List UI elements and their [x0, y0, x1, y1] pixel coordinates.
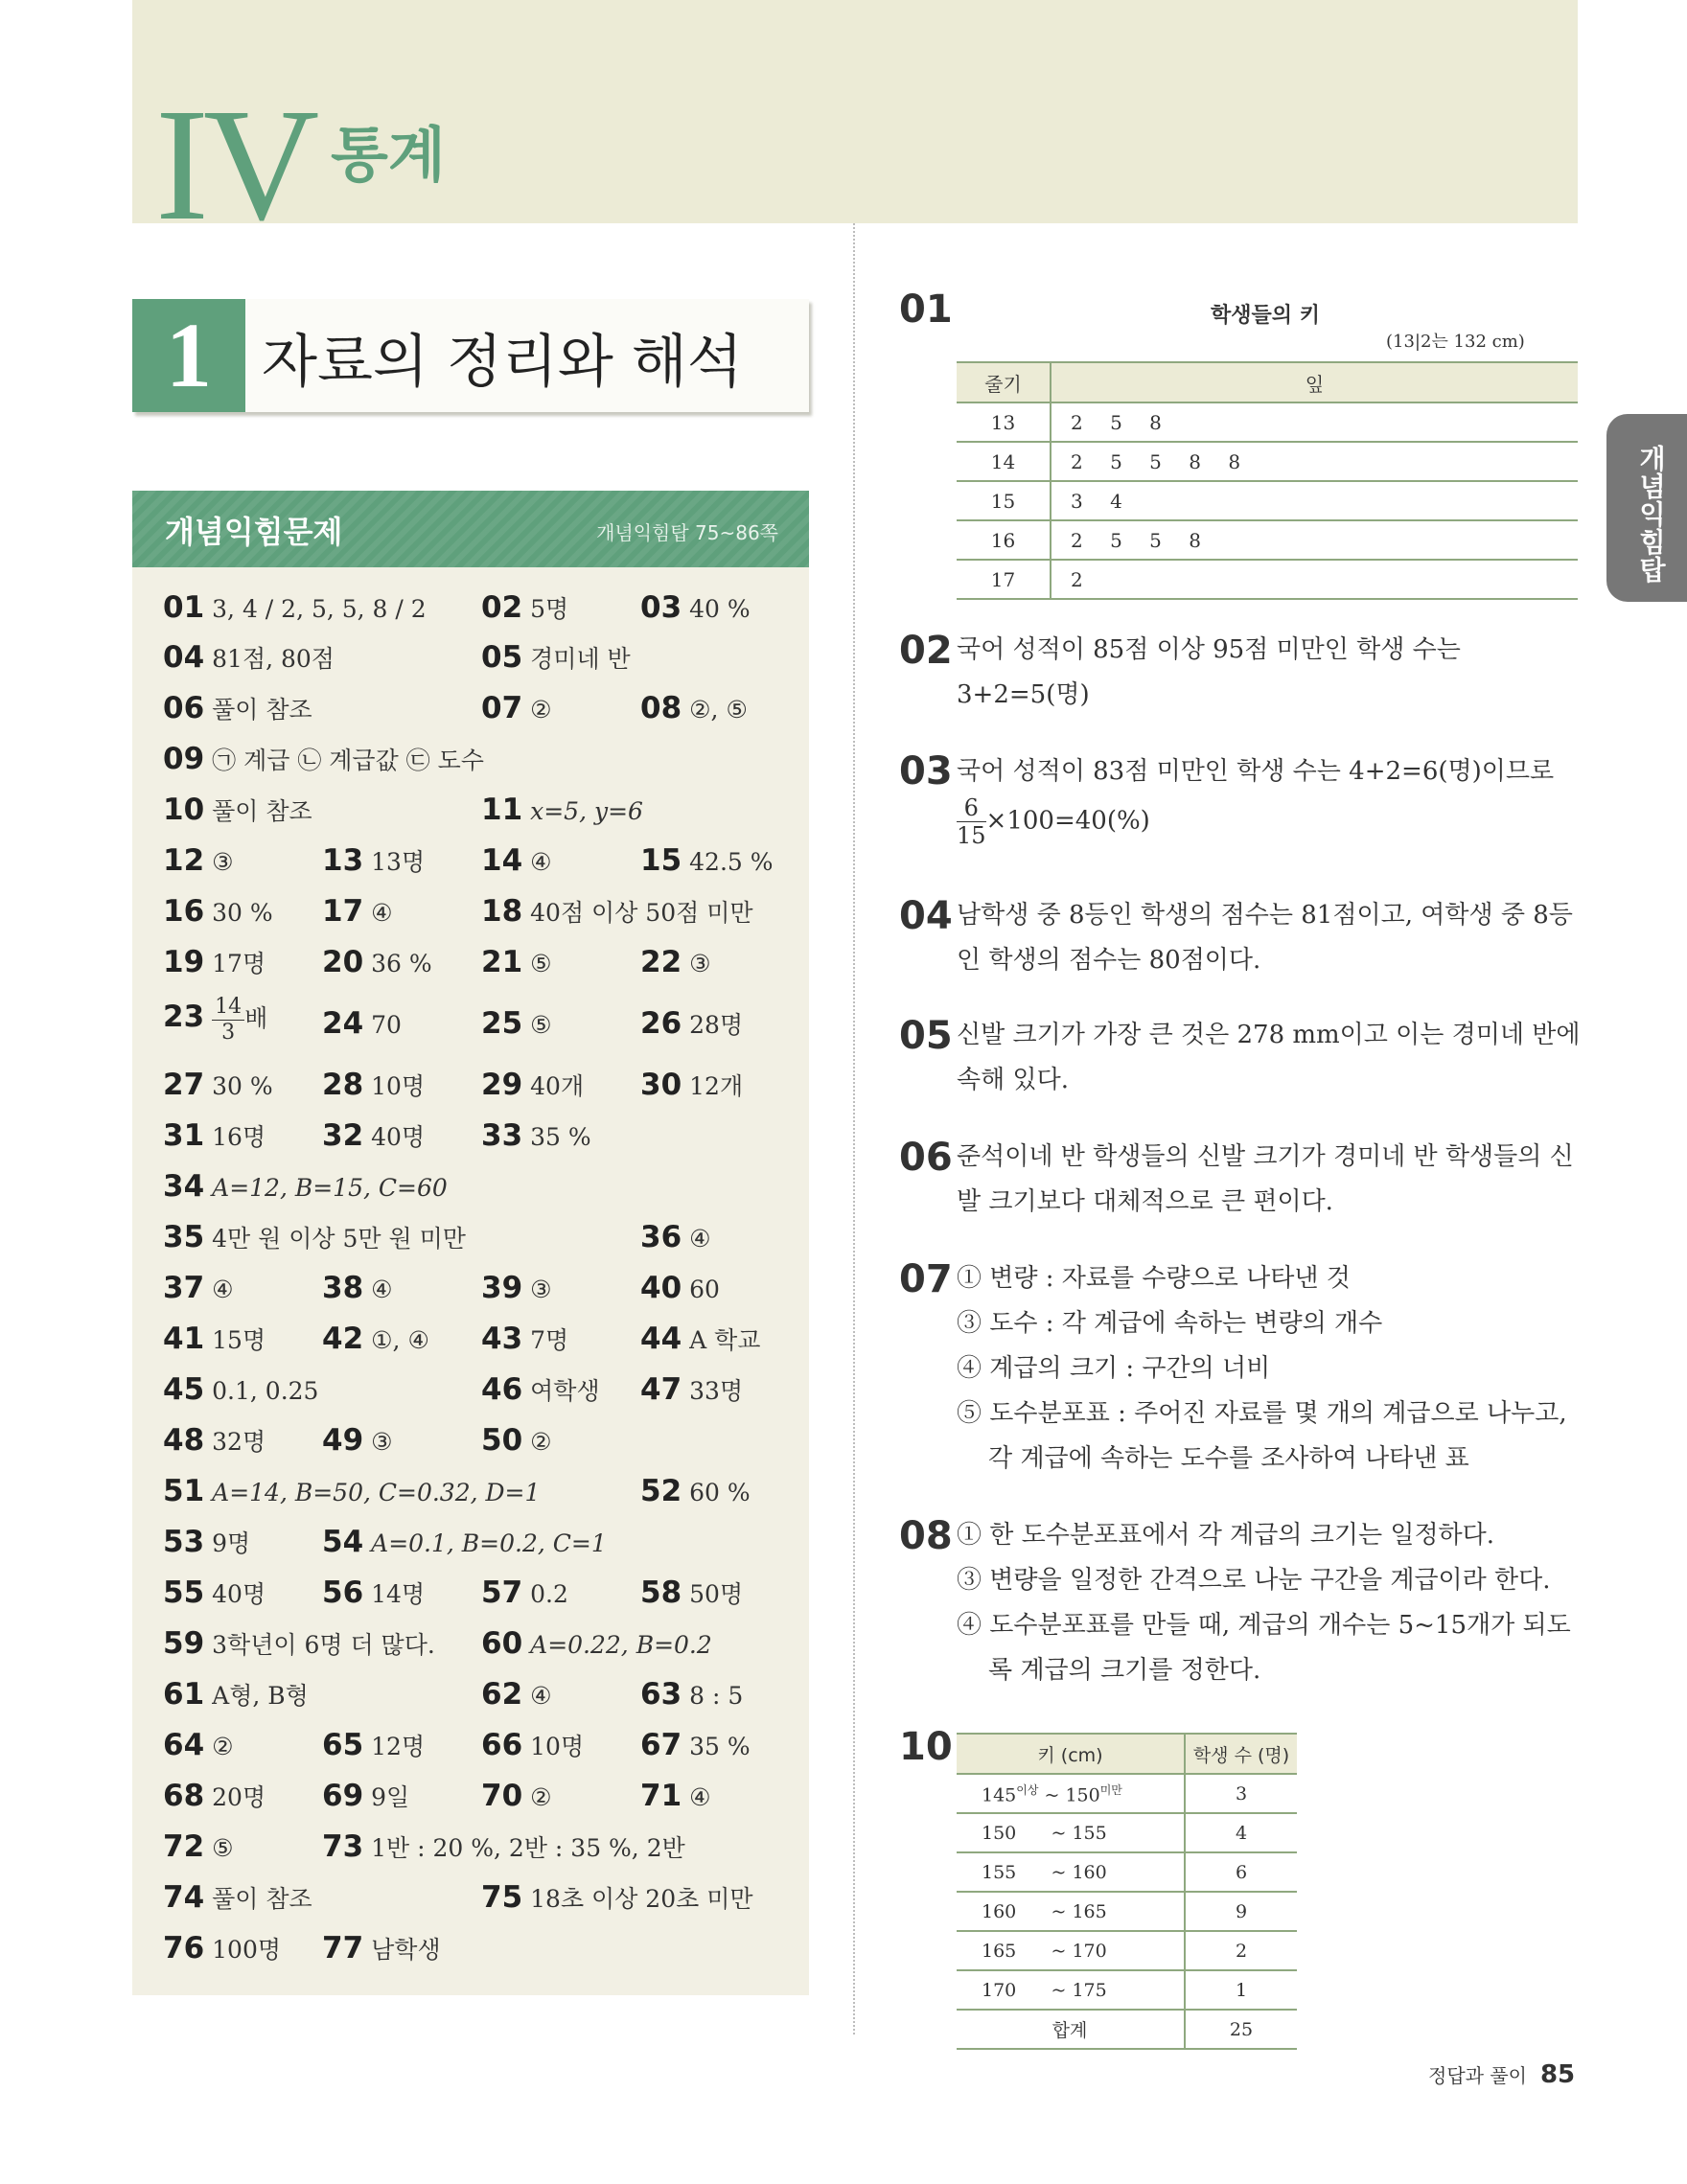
answer-item: 05 경미네 반	[481, 640, 631, 675]
solution-text: 국어 성적이 83점 미만인 학생 수는 4+2=6(명)이므로 $\frac{6}{15}$ ×100=40(%)	[957, 757, 1555, 849]
answer-item: 58 50명	[640, 1575, 744, 1610]
answer-item: 17 ④	[322, 894, 393, 929]
table-row	[957, 560, 1578, 599]
answer-item: 36 ④	[640, 1220, 711, 1254]
leaf-cell: 2	[1051, 560, 1578, 599]
leaf-cell: 2 5 5 8	[1051, 520, 1578, 560]
practice-header	[132, 491, 809, 567]
answer-item: 71 ④	[640, 1779, 711, 1813]
stem-cell: 14	[957, 442, 1051, 481]
answer-item: 25 ⑤	[481, 1006, 552, 1041]
solution-number: 01	[899, 287, 953, 332]
answer-item: 37 ④	[163, 1271, 234, 1305]
answer-item: 27 30 %	[163, 1068, 273, 1102]
stem-cell: 13	[957, 402, 1051, 442]
fraction: $\frac{6}{15}$	[957, 794, 986, 849]
answer-item: 65 12명	[322, 1728, 426, 1762]
count-cell: 1	[1185, 1970, 1297, 2010]
solution-text: ① 한 도수분포표에서 각 계급의 크기는 일정하다. ③ 변량을 일정한 간격으로 나눈 구간을 계급이라 한다. ④ 도수분포표를 만들 때, 계급의 개수는 5~15개가 되도 록 계급의 크기를 정한다.	[957, 1521, 1571, 1685]
answer-item: 13 13명	[322, 843, 426, 878]
table-row	[957, 1970, 1297, 2010]
leaf-cell: 3 4	[1051, 481, 1578, 520]
stem-leaf-table	[957, 361, 1578, 600]
section-title: 자료의 정리와 해석	[262, 329, 743, 396]
solution-number: 07	[899, 1257, 953, 1301]
table-row	[957, 402, 1578, 442]
footer-label: 정답과 풀이	[1428, 2064, 1527, 2087]
answer-item: 28 10명	[322, 1068, 426, 1102]
answer-item: 02 5명	[481, 590, 569, 625]
answer-item: 68 20명	[163, 1779, 266, 1813]
answer-item: 55 40명	[163, 1575, 266, 1610]
table-row	[957, 1774, 1297, 1813]
solution-text: ① 변량 : 자료를 수량으로 나타낸 것 ③ 도수 : 각 계급에 속하는 변량의 개수 ④ 계급의 크기 : 구간의 너비 ⑤ 도수분포표 : 주어진 자료를 몇 개의 계급으로 나누고, 각 계급에 속하는 도수를 조사하여 나타낸 표	[957, 1264, 1567, 1473]
leaf-cell: 2 5 8	[1051, 402, 1578, 442]
solution-text: 국어 성적이 85점 이상 95점 미만인 학생 수는 3+2=5(명)	[957, 635, 1461, 709]
answer-item: 50 ②	[481, 1423, 552, 1458]
answer-item: 24 70	[322, 1006, 402, 1041]
answer-item: 54 A=0.1, B=0.2, C=1	[322, 1525, 607, 1559]
answer-item: 39 ③	[481, 1271, 552, 1305]
answer-item: 34 A=12, B=15, C=60	[163, 1169, 448, 1204]
stem-cell: 17	[957, 560, 1051, 599]
solution-number: 03	[899, 749, 953, 793]
solution-number: 08	[899, 1514, 953, 1558]
count-cell: 3	[1185, 1774, 1297, 1813]
answer-item: 10 풀이 참조	[163, 793, 312, 827]
class-cell: $145^{이상}$ ~ $150^{미만}$	[957, 1774, 1185, 1813]
solution-text: 신발 크기가 가장 큰 것은 278 mm이고 이는 경미네 반에 속해 있다.	[957, 1021, 1581, 1094]
answer-item: 35 4만 원 이상 5만 원 미만	[163, 1220, 466, 1254]
count-cell: 4	[1185, 1813, 1297, 1852]
answer-item: 60 A=0.22, B=0.2	[481, 1626, 712, 1661]
section-number: 1	[132, 299, 245, 412]
table-header: 학생 수 (명)	[1185, 1734, 1297, 1774]
answer-item: 48 32명	[163, 1423, 266, 1458]
answer-item: 08 ②, ⑤	[640, 691, 748, 725]
answer-item: 33 35 %	[481, 1118, 591, 1153]
table-row	[957, 481, 1578, 520]
solution-number: 04	[899, 894, 953, 938]
practice-title: 개념익힘문제	[165, 514, 343, 550]
answer-item: 46 여학생	[481, 1372, 600, 1407]
answer-item: 03 40 %	[640, 590, 751, 625]
class-cell: 155 ~ 160	[957, 1852, 1185, 1892]
solution-number: 06	[899, 1136, 953, 1180]
solution-text: 남학생 중 8등인 학생의 점수는 81점이고, 여학생 중 8등 인 학생의 점수는 80점이다.	[957, 901, 1573, 975]
answer-item: 69 9일	[322, 1779, 410, 1813]
frequency-table	[957, 1733, 1297, 2050]
section-title-box	[132, 299, 809, 412]
answer-item: 14 ④	[481, 843, 552, 878]
answer-item: 40 60	[640, 1271, 720, 1305]
class-cell: 160 ~ 165	[957, 1892, 1185, 1931]
count-cell: 9	[1185, 1892, 1297, 1931]
page-footer	[1428, 2060, 1575, 2089]
answer-item: 12 ③	[163, 843, 234, 878]
answer-item: 07 ②	[481, 691, 552, 725]
table-row	[957, 1892, 1297, 1931]
answer-item: 32 40명	[322, 1118, 426, 1153]
solution-number: 10	[899, 1725, 953, 1769]
answer-item: 61 A형, B형	[163, 1677, 309, 1712]
answer-item: 41 15명	[163, 1322, 266, 1356]
answer-item: 21 ⑤	[481, 945, 552, 979]
answer-item: 52 60 %	[640, 1474, 751, 1508]
answer-item: 43 7명	[481, 1322, 569, 1356]
answer-item: 70 ②	[481, 1779, 552, 1813]
chapter-title: 통계	[331, 120, 446, 190]
answer-item: 77 남학생	[322, 1931, 441, 1966]
answer-item: 20 36 %	[322, 945, 432, 979]
answer-item: 72 ⑤	[163, 1829, 234, 1864]
count-cell: 6	[1185, 1852, 1297, 1892]
answer-item: 19 17명	[163, 945, 266, 979]
answer-item: 06 풀이 참조	[163, 691, 312, 725]
answer-item: 22 ③	[640, 945, 711, 979]
side-tab-label: 개념익힘탑	[1635, 445, 1667, 584]
total-label: 합계	[957, 2010, 1185, 2049]
answer-item: 51 A=14, B=50, C=0.32, D=1	[163, 1474, 541, 1508]
chapter-roman-numeral: IV	[155, 76, 314, 254]
answer-item: 47 33명	[640, 1372, 744, 1407]
table-header: 잎	[1051, 362, 1578, 402]
table-row	[957, 1813, 1297, 1852]
table-total-row	[957, 2010, 1297, 2049]
answer-item: 64 ②	[163, 1728, 234, 1762]
stem-leaf-title: 학생들의 키	[1211, 304, 1320, 328]
answer-item: 38 ④	[322, 1271, 393, 1305]
table-row	[957, 1852, 1297, 1892]
table-header: 키 (cm)	[957, 1734, 1185, 1774]
answer-item: 63 8 : 5	[640, 1677, 744, 1712]
stem-leaf-note: (13|2는 132 cm)	[1386, 332, 1525, 352]
stem-cell: 15	[957, 481, 1051, 520]
column-divider	[853, 223, 855, 2035]
answer-item: 16 30 %	[163, 894, 273, 929]
page-number: 85	[1539, 2060, 1576, 2089]
answer-item: 11 x=5, y=6	[481, 793, 643, 827]
answer-item: 49 ③	[322, 1423, 393, 1458]
solution-text: 준석이네 반 학생들의 신발 크기가 경미네 반 학생들의 신 발 크기보다 대체적으로 큰 편이다.	[957, 1142, 1574, 1216]
answer-item: 04 81점, 80점	[163, 640, 335, 675]
answer-item: 42 ①, ④	[322, 1322, 429, 1356]
table-row	[957, 442, 1578, 481]
solution-number: 05	[899, 1014, 953, 1058]
answer-item: 18 40점 이상 50점 미만	[481, 894, 753, 929]
answer-item: 23 $\frac{14}{3}$ 배	[163, 995, 268, 1045]
class-cell: 150 ~ 155	[957, 1813, 1185, 1852]
leaf-cell: 2 5 5 8 8	[1051, 442, 1578, 481]
answer-item: 01 3, 4 / 2, 5, 5, 8 / 2	[163, 590, 427, 625]
answer-item: 09 ㉠ 계급 ㉡ 계급값 ㉢ 도수	[163, 742, 484, 776]
fraction: $\frac{14}{3}$	[212, 997, 244, 1044]
answer-item: 31 16명	[163, 1118, 266, 1153]
answer-item: 45 0.1, 0.25	[163, 1372, 319, 1407]
solution-number: 02	[899, 629, 953, 673]
answer-item: 74 풀이 참조	[163, 1880, 312, 1915]
answer-item: 44 A 학교	[640, 1322, 761, 1356]
count-cell: 2	[1185, 1931, 1297, 1970]
table-row	[957, 520, 1578, 560]
side-tab[interactable]	[1606, 414, 1687, 602]
answer-item: 53 9명	[163, 1525, 251, 1559]
practice-page-ref: 개념익힘탑 75~86쪽	[596, 521, 778, 544]
answer-item: 26 28명	[640, 1006, 744, 1041]
answer-item: 57 0.2	[481, 1575, 568, 1610]
answer-item: 67 35 %	[640, 1728, 751, 1762]
answer-item: 59 3학년이 6명 더 많다.	[163, 1626, 435, 1661]
answer-item: 62 ④	[481, 1677, 552, 1712]
class-cell: 165 ~ 170	[957, 1931, 1185, 1970]
answer-item: 56 14명	[322, 1575, 426, 1610]
answer-item: 76 100명	[163, 1931, 282, 1966]
answer-item: 30 12개	[640, 1068, 744, 1102]
answer-item: 75 18초 이상 20초 미만	[481, 1880, 753, 1915]
answer-item: 29 40개	[481, 1068, 585, 1102]
answer-item: 66 10명	[481, 1728, 585, 1762]
answer-item: 15 42.5 %	[640, 843, 774, 878]
table-row	[957, 1931, 1297, 1970]
stem-cell: 16	[957, 520, 1051, 560]
class-cell: 170 ~ 175	[957, 1970, 1185, 2010]
answer-item: 73 1반 : 20 %, 2반 : 35 %, 2반	[322, 1829, 685, 1864]
answers-panel	[132, 567, 809, 1995]
total-count: 25	[1185, 2010, 1297, 2049]
table-header: 줄기	[957, 362, 1051, 402]
